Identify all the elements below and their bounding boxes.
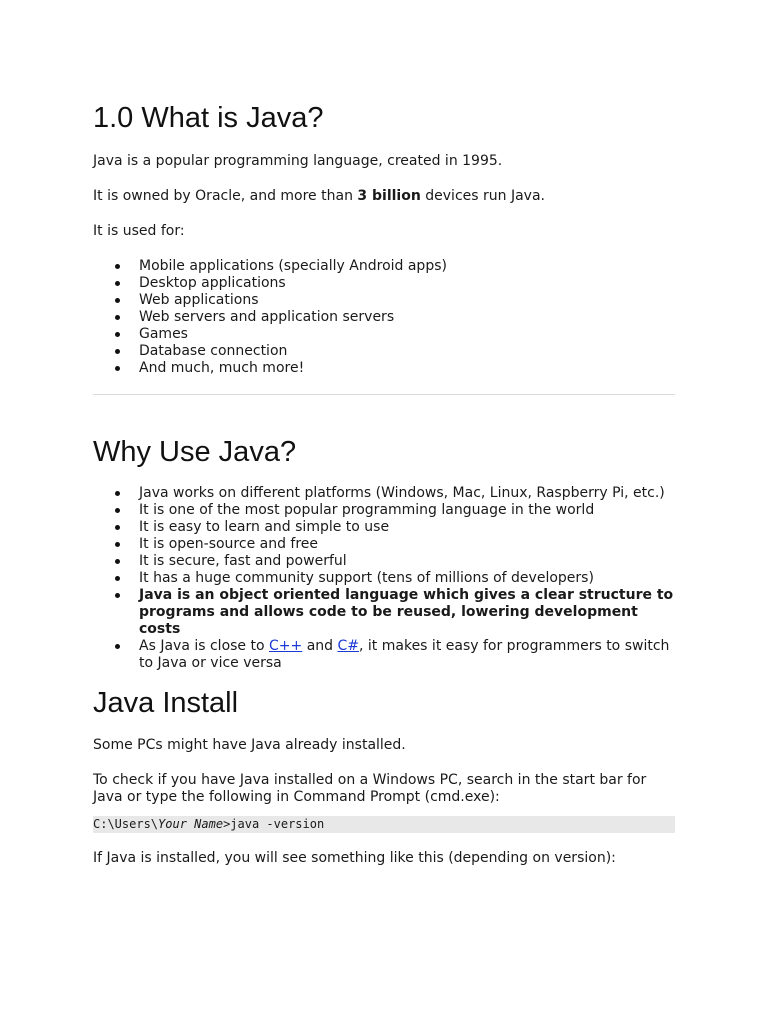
list-item: Mobile applications (specially Android apps) xyxy=(139,258,675,275)
code-block xyxy=(93,816,675,833)
owned-text-bold: 3 billion xyxy=(357,188,421,204)
list-item: It is easy to learn and simple to use xyxy=(139,519,675,536)
list-item: Desktop applications xyxy=(139,275,675,292)
cpp-link[interactable]: C++ xyxy=(269,638,303,654)
last-reason-pre: As Java is close to xyxy=(139,638,269,654)
last-reason-and: and xyxy=(302,638,338,654)
heading-why-use-java: Why Use Java? xyxy=(93,436,297,468)
list-item: Database connection xyxy=(139,343,675,360)
intro-paragraph: Java is a popular programming language, created in 1995. xyxy=(93,153,503,169)
list-item: And much, much more! xyxy=(139,360,675,377)
used-for-paragraph: It is used for: xyxy=(93,223,185,239)
list-item: Java works on different platforms (Windows, Mac, Linux, Raspberry Pi, etc.) xyxy=(139,485,675,502)
owned-text-pre: It is owned by Oracle, and more than xyxy=(93,188,358,204)
csharp-link[interactable]: C# xyxy=(337,638,360,654)
list-item: It has a huge community support (tens of millions of developers) xyxy=(139,570,675,587)
reasons-list xyxy=(93,485,675,672)
owned-text-post: devices run Java. xyxy=(420,188,545,204)
document-content xyxy=(93,0,675,867)
heading-what-is-java: 1.0 What is Java? xyxy=(93,102,324,134)
uses-list xyxy=(93,258,675,377)
install-paragraph-3: If Java is installed, you will see something like this (depending on version): xyxy=(93,850,616,866)
list-item: It is secure, fast and powerful xyxy=(139,553,675,570)
install-paragraph-2: To check if you have Java installed on a Windows PC, search in the start bar for Java or type the following in Command Prompt (cmd.exe): xyxy=(93,772,647,805)
list-item: Web servers and application servers xyxy=(139,309,675,326)
code-pre: C:\Users\ xyxy=(93,817,159,831)
list-item-bold xyxy=(139,587,675,638)
list-item xyxy=(139,638,675,672)
list-item: It is open-source and free xyxy=(139,536,675,553)
code-post: >java -version xyxy=(223,817,325,831)
last-reason-post: , it makes it easy for programmers to switch to Java or vice versa xyxy=(139,638,670,671)
section-divider xyxy=(93,394,675,395)
owned-paragraph xyxy=(93,188,675,205)
list-item: It is one of the most popular programming language in the world xyxy=(139,502,675,519)
list-item: Web applications xyxy=(139,292,675,309)
install-paragraph-1: Some PCs might have Java already installed. xyxy=(93,737,406,753)
list-item: Games xyxy=(139,326,675,343)
code-italic: Your Name xyxy=(158,817,224,831)
bold-reason: Java is an object oriented language which gives a clear structure to programs and allows code to be reused, lowering development costs xyxy=(139,587,674,637)
heading-java-install: Java Install xyxy=(93,687,239,719)
